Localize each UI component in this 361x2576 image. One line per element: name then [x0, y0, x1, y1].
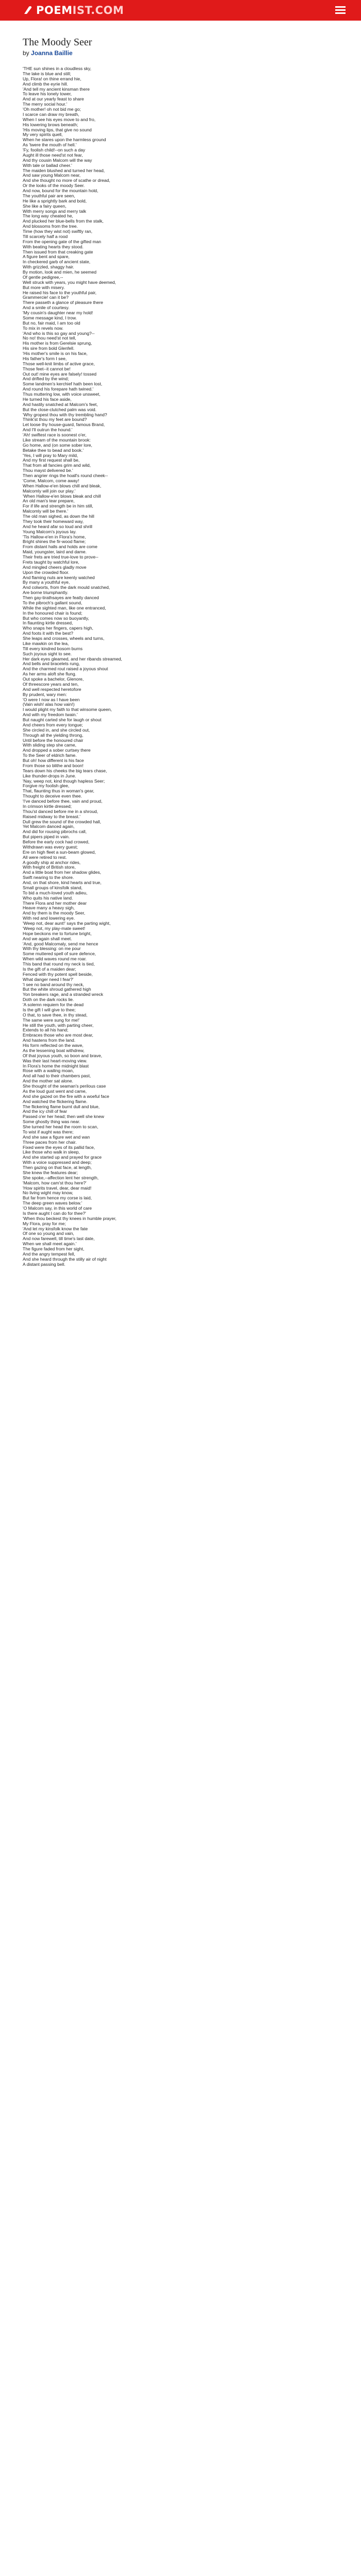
poem-line: 'His mother's smile is on his face, [23, 351, 88, 356]
poem-line: She knew the features dear; [23, 1170, 78, 1175]
poem-line: But the close-clutched palm was void. [23, 406, 96, 412]
poem-line: His form reflected on the wave, [23, 1043, 84, 1048]
poem-line: With thy blessing: on me pour [23, 946, 81, 952]
poem-line: His sire from bold Glenfell. [23, 346, 75, 351]
poem-line: She turned her head the room to scan, [23, 1124, 99, 1129]
poem-line: Some landmen's kerchief hath been lost, [23, 381, 103, 387]
poem-line: Thou'st danced before me in a shroud, [23, 808, 99, 814]
poem-line: Yet Malcom danced again, [23, 824, 75, 829]
poem-line: And, on that shore, kind hearts and true, [23, 880, 102, 885]
poem-line: Upon the crowded floor. [23, 569, 70, 575]
poem-line: Then angrier rings the hoall's round cheek-- [23, 473, 108, 478]
poem-line: 'His moving lips, that give no sound [23, 127, 92, 132]
poem-line: But pipers piped in vain. [23, 834, 70, 840]
poem-line: And at our yearly feast to share [23, 96, 84, 102]
poem-line: No no! thou need'st not tell, [23, 335, 76, 341]
poem-line: Betake thee to bead and book.' [23, 447, 84, 453]
poem-line: With sliding step she came, [23, 742, 77, 748]
poem-line: He turned his face aside, [23, 396, 72, 402]
poem-line: 'Ah! swiftest race is soonest o'er, [23, 432, 87, 437]
poem-line: When we shall meet again.' [23, 1241, 77, 1247]
poem-line: Embraces those who are most dear, [23, 1032, 93, 1038]
poem-line: Let loose thy house-guard, famous Brand, [23, 422, 105, 428]
poem-line: In flaunting kirtle dressed, [23, 620, 73, 626]
author-link[interactable]: Joanna Baillie [31, 49, 73, 57]
poem-line: And the charmed rout raised a joyous shout [23, 666, 108, 672]
poem-line: Aught ill those need'st not fear, [23, 152, 83, 158]
poem-line: A figure bent and spare, [23, 254, 70, 260]
poem-line: But who comes now so buoyantly, [23, 615, 89, 621]
poem-line: Thought to deceive even thee. [23, 793, 82, 799]
poem-line: The old man sighed, as down the hill [23, 514, 94, 519]
poem-line: 'When thou beckest thy knees in humble prayer, [23, 1215, 117, 1221]
poem-line: And we again shall meet. [23, 936, 72, 941]
poem-line: Doth on the dark rocks lie. [23, 997, 74, 1003]
poem-line: And now farewell, till time's last date, [23, 1236, 95, 1242]
poem-line: Bright shines the fir-wood flame; [23, 539, 86, 545]
poem-author [23, 49, 73, 57]
poem-line: 'And tell my ancient kinsman there [23, 86, 90, 92]
poem-line: Like thunder-drops in June. [23, 773, 76, 778]
poem-line: 'Tis Hallow-e'en in Flora's home, [23, 534, 86, 539]
poem-line: He still the youth, with parting cheer, [23, 1022, 94, 1028]
poem-line: Malcomly will join our play.' [23, 488, 76, 494]
poem-line: She leaps and crosses, wheels and turns, [23, 636, 105, 641]
poem-line: With beating hearts they stood. [23, 244, 84, 249]
poem-line: His lowering brows beneath; [23, 122, 78, 127]
poem-line: Is the gift I will give to thee; [23, 1007, 76, 1012]
poem-line: Raised midway to the breast.' [23, 814, 80, 819]
poem-line: And colworts, from the dark mould snatched, [23, 585, 110, 590]
poem-line: But the white shroud gathered high [23, 987, 91, 992]
poem-line: Her dark eyes gleamed, and her ribands streamed, [23, 656, 122, 662]
poem-line: A goodly ship at anchor rides, [23, 859, 81, 865]
poem-line: The same were sung for me!' [23, 1017, 80, 1023]
poem-line: Fenced with thy potent spell beside, [23, 971, 93, 977]
poem-line: Out out! mine eyes are falsely! tossed [23, 371, 96, 377]
poem-line: Through all the yielding throng, [23, 732, 84, 738]
poem-line: And I'll outrun the hound.' [23, 427, 73, 433]
poem-line: And she started up and prayed for grace [23, 1155, 102, 1160]
poem-line: No living wight may know, [23, 1190, 73, 1196]
poem-line: O that, to save thee, in thy stead, [23, 1012, 88, 1018]
poem-line: She like a fairy queen, [23, 203, 67, 209]
poem-line: And mingled cheers gladly move [23, 564, 87, 570]
poem-line: 'Oh mother! oh not bid me go; [23, 107, 81, 112]
poem-line: I scarce can draw my breath, [23, 111, 79, 117]
poem-line: And bells and bracelets rung, [23, 661, 80, 667]
poem-line: When I see his eyes move to and fro, [23, 116, 96, 122]
top-header-bar [0, 0, 361, 21]
poem-line: From the opening gate of the gifted man [23, 239, 102, 244]
poem-line: As the lessening boat withdrew, [23, 1047, 85, 1053]
poem-line: To the Seer of eldrich fame. [23, 753, 77, 758]
poem-line: With freight of British store, [23, 865, 76, 870]
poem-line: When Hallow-e'en blows chill and bleak, [23, 483, 102, 488]
poem-line: And flaming nuts are keenly watched [23, 574, 95, 580]
poem-line: 'O Malcom say, in this world of care [23, 1206, 92, 1211]
poem-line: 'My cousin's daughter near my hold! [23, 310, 93, 315]
poem-line: Thou mayst delivered be.' [23, 468, 73, 473]
poem-line: Ere on high fleet a sun-beam glowed, [23, 849, 96, 855]
poem-line: And a little boat from her shadow glides, [23, 870, 102, 875]
poem-line: Like those who walk in sleep, [23, 1149, 80, 1155]
poem-line: Of one so young and vain, [23, 1231, 74, 1236]
poem-line: A distant passing bell. [23, 1261, 65, 1267]
poem-line: Tears down his cheeks the big tears chase, [23, 768, 107, 773]
poem-line: And round his forepare hath twined.' [23, 386, 94, 392]
poem-line: Rose with a wailing moan, [23, 1068, 74, 1074]
poem-line: By many a youthful eye, [23, 580, 70, 585]
poem-line: By prudent, wary men: [23, 691, 67, 697]
poem-line: Like mawkin on the lea, [23, 640, 69, 646]
poem-line: Frets taught by watchful lore, [23, 559, 79, 565]
poem-line: 'THE sun shines in a cloudless sky, [23, 66, 92, 71]
poem-line: Young Malcom's joyous lay. [23, 529, 77, 534]
poem-line: But no, fair maid, I am too old [23, 320, 80, 326]
poem-line: Then issued from that creaking gate [23, 249, 93, 255]
poem-title: The Moody Seer [23, 37, 92, 48]
poem-line: Was their last heart-moving view. [23, 1058, 88, 1063]
poem-line: In checkered garb of ancient state, [23, 259, 91, 265]
poem-line: Of gentle pedigree,-- [23, 274, 63, 280]
poem-line: And did for rousing pibrochs call, [23, 829, 87, 835]
poem-line: And the icy chill of fear [23, 1109, 67, 1114]
poem-line: But far from hence my corse is laid, [23, 1195, 92, 1201]
poem-line: The lake is blue and still; [23, 71, 71, 76]
poem-body [23, 66, 332, 1267]
poem-line: Who snaps her fingers, capers high, [23, 625, 93, 631]
poem-line: And now, bound for the mountain hold, [23, 188, 99, 193]
poem-line: The deep green waves below.' [23, 1200, 83, 1206]
poem-line: When wild waves round me roar. [23, 956, 87, 962]
poem-line: 'Weep not, dear aunt!' says the parting wight, [23, 921, 111, 926]
poem-line: For if life and strength be in him still, [23, 503, 93, 509]
poem-line: Forgive my foolish glee, [23, 783, 70, 789]
poem-line: In crimson kirtle dressed; [23, 803, 72, 809]
poem-line: And by them is the moody Seer, [23, 910, 86, 916]
quill-icon [23, 5, 33, 15]
poem-line: And well respected heretofore [23, 686, 81, 692]
poem-line: Out spoke a bachelor, Glenore, [23, 676, 84, 682]
poem-line: Passed o'er her head; then well she knew [23, 1114, 104, 1120]
poem-line: Think'st thou my feet are bound? [23, 417, 87, 422]
poem-line: When he stares upon the harmless ground [23, 137, 106, 143]
poem-line: That, flaunting thus in woman's gear, [23, 788, 94, 794]
poem-line: And hastens from the land. [23, 1038, 76, 1043]
poem-line: The youthful pair are seen, [23, 193, 75, 198]
logo-suffix: IST.COM [72, 4, 124, 16]
poem-line: 'Weep not, my play-mate sweet! [23, 925, 86, 931]
poem-line: With merry songs and merry talk [23, 208, 87, 214]
poem-line: In the honoured chair is found; [23, 610, 83, 616]
poem-line: And with my freedom twain.' [23, 712, 78, 718]
poem-line: Or the looks of the moody Seer. [23, 183, 85, 189]
poem-line: And drifted by the wind; [23, 376, 69, 382]
poem-line: And foots it with the best? [23, 631, 73, 636]
poem-line: To wist if aught was there; [23, 1129, 74, 1134]
poem-line: By motion, look and mien, he seemed [23, 269, 97, 275]
poem-line: He raised his face to the youthful pair, [23, 290, 97, 295]
poem-line: And thy cousin Malcom will the way [23, 157, 92, 163]
poem-line: To the pibroch's gallant sound, [23, 600, 83, 605]
poem-line: Hope beckons me to fortune bright, [23, 930, 92, 936]
poem-line: To mix in revels now. [23, 325, 63, 331]
poem-line: 'And let my kinsfolk know the fate [23, 1226, 88, 1231]
poem-line: Malcomly will be there.' [23, 509, 69, 514]
poem-line: She spoke,--affection lent her strength, [23, 1175, 99, 1180]
poem-line: But oh! how different is his face [23, 758, 84, 763]
poem-line: 'I see no band around thy neck, [23, 981, 84, 987]
poem-line: Withdrawn was every guest; [23, 844, 78, 850]
poem-line: And climb the eyrie hill. [23, 81, 68, 87]
poem-line: Heave many a heavy sigh, [23, 905, 75, 911]
poem-line: Grammercie! can it be? [23, 295, 69, 300]
site-logo[interactable] [23, 5, 124, 16]
poem-line: With red and lowering eye. [23, 916, 75, 921]
poem-line: As 'twere the mouth of hell.' [23, 142, 77, 148]
poem-line: From those so blithe and boon! [23, 762, 84, 768]
poem-line: Then gazing on that face, at length, [23, 1165, 92, 1170]
poem-line: In Flora's home the midnight blast [23, 1063, 89, 1069]
poem-line: Yon breakers rage, and a stranded wreck [23, 992, 103, 997]
poem-line: But naught carted she for laugh or shout [23, 717, 102, 722]
poem-line: Go home, and (on some sober lore, [23, 442, 92, 448]
poem-line: Up, Flora! on thine errand hie, [23, 76, 81, 81]
poem-line: She circled in, and she circled out, [23, 727, 90, 733]
poem-line: And she gazed on the fire with a woeful face [23, 1093, 109, 1099]
poem-line: Is there aught I can do for thee?' [23, 1210, 86, 1216]
poem-line: The maiden blushed and turned her head, [23, 167, 105, 173]
poem-line: And the angry tempest fell, [23, 1251, 75, 1257]
poem-line: And plucked her blue-bells from the stalk, [23, 218, 104, 224]
poem-line: Maid, youngster, laird and dame. [23, 549, 87, 555]
poem-line: 'A solemn requiem for the dead [23, 1002, 84, 1007]
poem-line: With tale or ballad cheer.' [23, 162, 72, 168]
poem-line: 'Come, Malcom, come away! [23, 478, 79, 483]
poem-line: But more with misery. [23, 284, 65, 290]
poem-line: And cheers from every tongue; [23, 722, 83, 727]
poem-line: Those feet--it cannot be! [23, 366, 71, 371]
poem-line: She thought of the seaman's perilous case [23, 1083, 106, 1089]
poem-line: As her arms aloft she flung. [23, 671, 77, 677]
poem-line: An old man's tear prepare, [23, 498, 75, 504]
poem-line: Is the gift of a maiden dear; [23, 966, 76, 972]
poem-line: Some ghostly thing was near. [23, 1119, 80, 1125]
poem-line: And all had to their chambers past, [23, 1073, 91, 1079]
poem-line: Till every kindred bosom burns [23, 646, 83, 651]
poem-line: His father's form I see, [23, 355, 67, 361]
poem-line: Before the early cock had crowed, [23, 839, 90, 844]
poem-line: Their frets are tried true-love to prove-- [23, 554, 99, 560]
poem-line: His mother is from Gerelsie sprung, [23, 341, 92, 346]
poem-line: Until before the honoured chair [23, 737, 84, 743]
poem-line: My Flora, pray for me; [23, 1221, 66, 1226]
poem-line: 'O were I now as I have been [23, 697, 80, 702]
poem-line: And hastily snatched at Malcom's feet, [23, 401, 98, 407]
poem-line: To leave his lonely tower, [23, 91, 72, 97]
poem-line: And watched the flickering flame. [23, 1098, 88, 1104]
poem-line: And blossoms from the tree. [23, 224, 78, 229]
poem-line: The figure faded from her sight, [23, 1246, 85, 1251]
poem-line: Fixed were the eyes of its pallid face, [23, 1144, 95, 1150]
poem-line: 'Why gropest thou with thy trembling hand? [23, 412, 107, 417]
poem-line: From distant halls and holds are come [23, 544, 97, 550]
poem-line: Time (how they wist not) swiftly ran, [23, 229, 93, 234]
poem-line: 'Fy, foolish child!--on such a day [23, 147, 86, 152]
hamburger-menu-icon[interactable] [335, 6, 346, 14]
poem-line: 'I've danced before thee, vain and proud, [23, 799, 103, 804]
poem-line: Extends to all his hand; [23, 1027, 69, 1033]
poem-line: What danger need I fear?' [23, 976, 74, 982]
poem-line: With a voice suppressed and deep; [23, 1160, 92, 1165]
poem-line: 'When Hallow-e'en blows bleak and chill [23, 493, 101, 499]
poem-line: (Vain wish! alas how vain!) [23, 702, 75, 707]
poem-line: 'How spirits travel, dear, dear maid! [23, 1185, 92, 1191]
logo-prefix: POEM [36, 4, 73, 16]
poem-line: Are borne triumphantly. [23, 590, 69, 596]
poem-line: I would plight my faith to that winsome queen, [23, 707, 112, 713]
poem-line: Thus muttering low, with voice unsweet, [23, 392, 101, 397]
poem-line: Some message kind, I trow. [23, 315, 77, 320]
poem-line: And dropped a sober curtsey there [23, 748, 91, 753]
poem-line: Till scarcely half a rood [23, 233, 68, 239]
poem-line: 'And who is this so gay and young?-- [23, 330, 95, 336]
poem-line: He like a sprightly bark and bold, [23, 198, 87, 204]
poem-line: My very spirits quell, [23, 132, 63, 138]
poem-line: With grizzled, shaggy hair. [23, 264, 74, 270]
poem-line: And she heard through the stilly air of night [23, 1256, 107, 1262]
poem-line: Like stream of the mountain brook: [23, 437, 91, 443]
poem-line: The long way cheated he, [23, 213, 73, 219]
poem-line: Small groups of kinsfolk stand, [23, 885, 83, 890]
poem-line: Swift nearing to the shore. [23, 875, 74, 880]
poem-line: Three paces from her chair. [23, 1139, 77, 1145]
poem-line: 'Yes, I will pray to Mary mild, [23, 452, 78, 458]
poem-line: To bid a much-loved youth adieu, [23, 890, 88, 895]
poem-line: Then gay-tirathsayes are featly danced [23, 595, 99, 600]
poem-line: Some muttered spell of sure defence, [23, 951, 96, 957]
poem-line: There passeth a glance of pleasure there [23, 300, 103, 306]
poem-line: Such joyous sight to see. [23, 651, 72, 656]
poem-line: They took their homeward way, [23, 518, 84, 524]
poem-line: And she thought no more of scathe or dread, [23, 178, 110, 183]
poem-line: Well struck with years, you might have deemed, [23, 279, 116, 285]
poem-line: And the mother sat alone. [23, 1078, 73, 1084]
poem-line: And saw young Malcom near, [23, 173, 81, 178]
poem-line: There Flora and her mother dear [23, 900, 87, 906]
poem-line: 'Malcom, how cam'st thou here?' [23, 1180, 87, 1185]
poem-line: Of threescore years and ten, [23, 681, 79, 687]
poem-line: This band that round my neck is tied, [23, 961, 95, 967]
poem-line: 'And, good Malcomaly, send me hence [23, 941, 99, 946]
poem-line: While the sighted man, like one entranced, [23, 605, 106, 611]
poem-line: The flickering flame burnt dull and blue, [23, 1104, 100, 1109]
poem-line: 'Nay, weep not, kind though hapless Seer; [23, 778, 105, 784]
poem-line: Who quits his native land. [23, 895, 73, 901]
poem-line: All were retired to rest. [23, 854, 67, 860]
poem-line: And she saw a figure wet and wan [23, 1134, 90, 1140]
poem-line: Dull grew the sound of the crowded hall, [23, 819, 102, 824]
author-prefix: by [23, 49, 29, 57]
poem-line: That from all fancies grim and wild, [23, 463, 91, 468]
poem-line: The merry social hour.' [23, 101, 68, 107]
poem-line: And he heard afar so loud and shrill [23, 523, 92, 529]
poem-line: And a smile of courtesy. [23, 305, 70, 311]
poem-line: Of that joyous youth, so boon and brave, [23, 1053, 102, 1058]
poem-line: As the loud gust went and came, [23, 1088, 87, 1094]
poem-line: Those well-knit limbs of active grace, [23, 361, 95, 366]
poem-line: And my first request shall be, [23, 457, 80, 463]
